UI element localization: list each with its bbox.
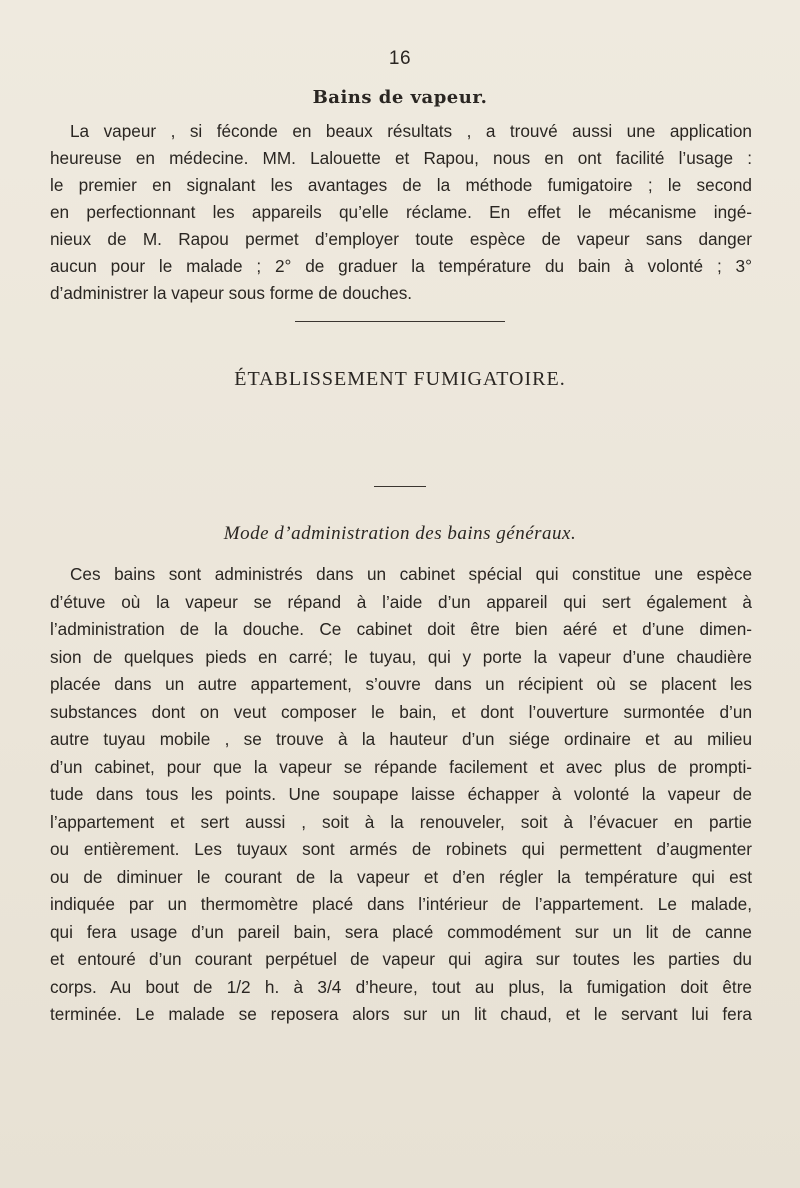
text-line: sion de quelques pieds en carré; le tuyau, qui y porte la vapeur d’une chaudière bbox=[50, 646, 752, 667]
text-line: en perfectionnant les appareils qu’elle réclame. En effet le mécanisme ingé- bbox=[50, 202, 752, 222]
text-line: le premier en signalant les avantages de la méthode fumigatoire ; le second bbox=[50, 175, 752, 195]
section-divider bbox=[295, 321, 505, 322]
text-line: aucun pour le malade ; 2° de graduer la température du bain à volonté ; 3° bbox=[50, 256, 752, 276]
text-line: l’appartement et sert aussi , soit à la renouveler, soit à l’évacuer en partie bbox=[50, 811, 752, 832]
page-number: 16 bbox=[388, 48, 412, 69]
text-line: ou de diminuer le courant de la vapeur et d’en régler la température qui est bbox=[50, 866, 752, 887]
text-line: d’administrer la vapeur sous forme de douches. bbox=[50, 283, 413, 303]
text-line: placée dans un autre appartement, s’ouvre dans un récipient où se placent les bbox=[50, 674, 752, 694]
establishment-title: ÉTABLISSEMENT FUMIGATOIRE. bbox=[234, 368, 566, 390]
text-line: l’administration de la douche. Ce cabinet doit être bien aéré et d’une dimen- bbox=[50, 619, 752, 639]
section-title: Bains de vapeur. bbox=[312, 87, 488, 108]
text-line: terminée. Le malade se reposera alors sur un lit chaud, et le servant lui fera bbox=[50, 1004, 752, 1024]
text-line: La vapeur , si féconde en beaux résultats , a trouvé aussi une application bbox=[70, 121, 752, 141]
text-line: substances dont on veut composer le bain, et dont l’ouverture surmontée d’un bbox=[50, 701, 752, 722]
text-line: d’étuve où la vapeur se répand à l’aide d’un appareil qui sert également à bbox=[50, 591, 752, 612]
text-line: autre tuyau mobile , se trouve à la hauteur d’un siége ordinaire et au milieu bbox=[50, 729, 752, 749]
text-line: corps. Au bout de 1/2 h. à 3/4 d’heure, tout au plus, la fumigation doit être bbox=[50, 976, 752, 997]
text-line: et entouré d’un courant perpétuel de vapeur qui agira sur toutes les parties du bbox=[50, 949, 752, 969]
text-line: nieux de M. Rapou permet d’employer toute espèce de vapeur sans danger bbox=[50, 229, 752, 249]
text-line: qui fera usage d’un pareil bain, sera placé commodément sur un lit de canne bbox=[50, 921, 752, 942]
text-line: heureuse en médecine. MM. Lalouette et Rapou, nous en ont facilité l’usage : bbox=[50, 148, 752, 168]
text-line: tude dans tous les points. Une soupape laisse échapper à volonté la vapeur de bbox=[50, 784, 752, 804]
text-line: d’un cabinet, pour que la vapeur se répande facilement et avec plus de prompti- bbox=[50, 756, 752, 777]
text-line: ou entièrement. Les tuyaux sont armés de robinets qui permettent d’augmenter bbox=[50, 839, 752, 859]
subtitle: Mode d’administration des bains généraux. bbox=[223, 523, 577, 544]
short-divider bbox=[374, 486, 426, 487]
text-line: Ces bains sont administrés dans un cabinet spécial qui constitue une espèce bbox=[70, 564, 752, 584]
text-line: indiquée par un thermomètre placé dans l’intérieur de l’appartement. Le malade, bbox=[50, 894, 752, 914]
